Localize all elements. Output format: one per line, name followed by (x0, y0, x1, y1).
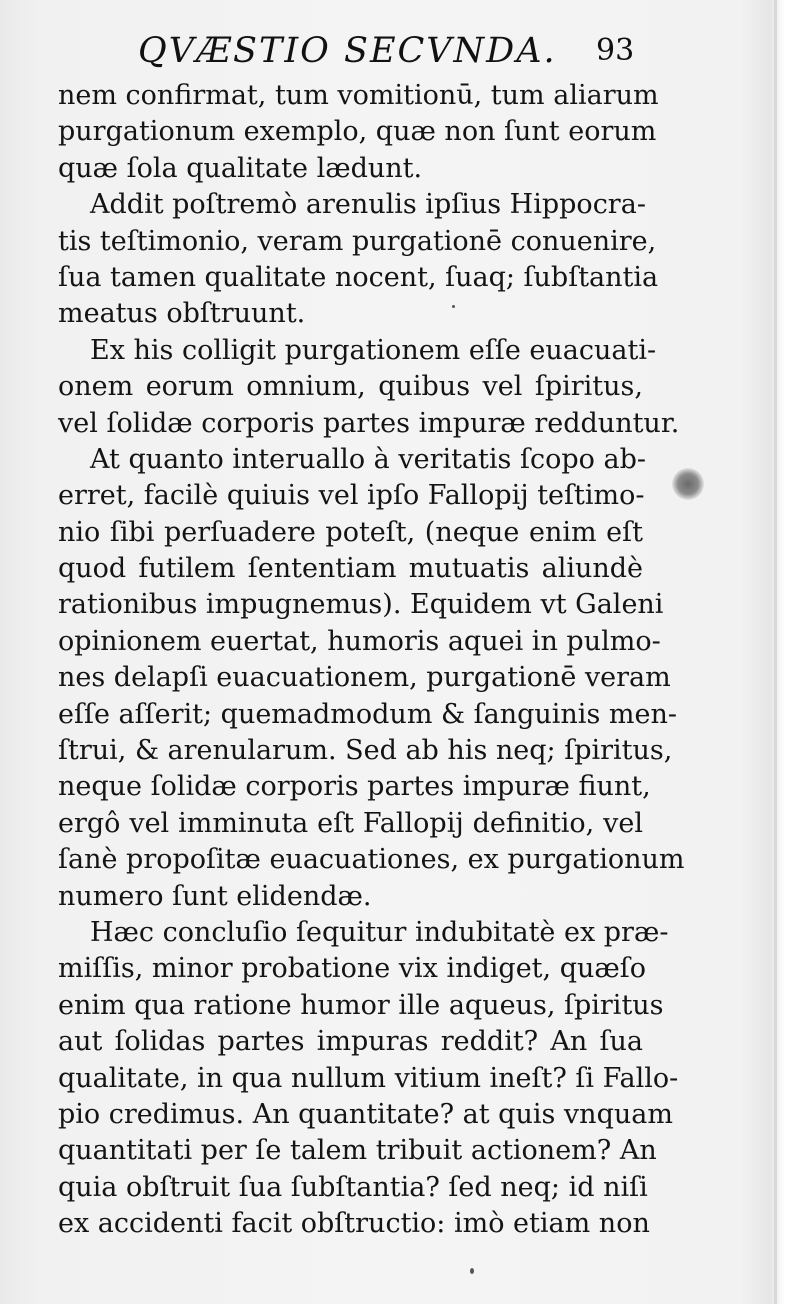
text-line: neque ſolidæ corporis partes impuræ fiunt, (58, 771, 651, 803)
page-number: 93 (596, 33, 635, 68)
ink-speck (470, 1268, 474, 1274)
text-line: vel ſolidæ corporis partes impuræ redduntur. (58, 407, 680, 439)
ink-speck (452, 305, 455, 308)
text-line: erret, facilè quiuis vel ipſo Fallopij teſtimo- (58, 480, 645, 512)
page-edge-shadow (774, 0, 777, 1304)
text-line: purgationum exemplo, quæ non ſunt eorum (58, 116, 657, 148)
text-line: quæ ſola qualitate lædunt. (58, 152, 423, 184)
text-line: Addit poſtremò arenulis ipſius Hippocra- (90, 189, 646, 221)
text-line: rationibus impugnemus). Equidem vt Galeni (58, 589, 664, 621)
text-line: nio ſibi perſuadere poteſt, (neque enim eſt (58, 516, 643, 548)
text-line: ſua tamen qualitate nocent, ſuaq; ſubſtantia (58, 261, 659, 293)
text-line: numero ſunt elidendæ. (58, 880, 372, 912)
text-line: ſanè propoſitæ euacuationes, ex purgationum (58, 844, 685, 876)
text-line: At quanto interuallo à veritatis ſcopo ab- (90, 443, 646, 475)
text-line: meatus obſtruunt. (58, 298, 306, 330)
text-line: onem eorum omnium, quibus vel ſpiritus, (58, 371, 643, 403)
text-line: eſſe aſſerit; quemadmodum & ſanguinis men- (58, 698, 677, 730)
text-line: miſſis, minor probatione vix indiget, quæſo (58, 953, 646, 985)
text-line: qualitate, in qua nullum vitium ineſt? ſi Fallo- (58, 1062, 679, 1094)
text-line: ergô vel imminuta eſt Fallopij definitio, vel (58, 807, 643, 839)
text-line: aut ſolidas partes impuras reddit? An ſua (58, 1026, 643, 1058)
text-line: quod futilem ſententiam mutuatis aliundè (58, 553, 643, 585)
text-line: quia obſtruit ſua ſubſtantia? ſed neq; id niſi (58, 1171, 648, 1203)
text-line: Ex his colligit purgationem eſſe euacuati- (90, 334, 657, 366)
ink-blot (672, 468, 704, 500)
text-line: ſtrui, & arenularum. Sed ab his neq; ſpiritus, (58, 735, 673, 767)
body-text (58, 78, 685, 1243)
text-line: pio credimus. An quantitate? at quis vnquam (58, 1098, 673, 1130)
text-line: nes delapſi euacuationem, purgationē veram (58, 662, 671, 694)
text-line: nem confirmat, tum vomitionū, tum aliarum (58, 80, 659, 111)
text-line: opinionem euertat, humoris aquei in pulmo- (58, 625, 661, 657)
running-head: QVÆSTIO SECVNDA. (138, 31, 557, 71)
text-line: Hæc concluſio ſequitur indubitatè ex præ- (90, 916, 669, 948)
text-line: quantitati per ſe talem tribuit actionem? An (58, 1135, 657, 1167)
text-line: ex accidenti facit obſtructio: imò etiam non (58, 1208, 650, 1240)
text-line: tis teſtimonio, veram purgationē conuenire, (58, 225, 657, 257)
text-line: enim qua ratione humor ille aqueus, ſpiritus (58, 989, 664, 1021)
